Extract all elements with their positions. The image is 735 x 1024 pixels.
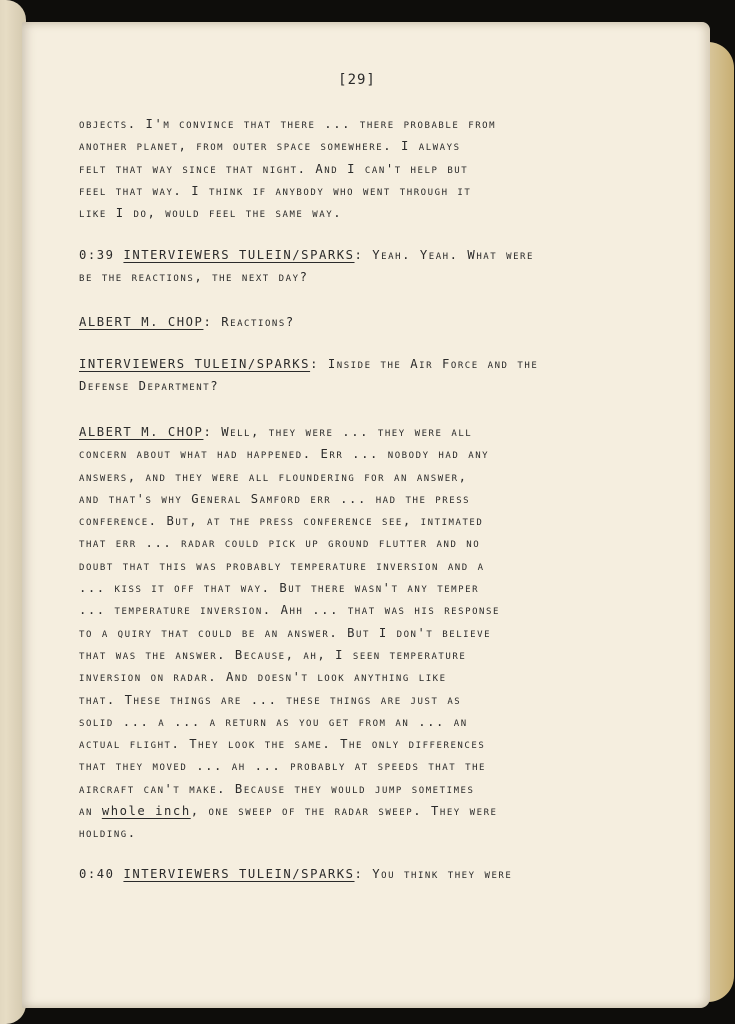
text-line: doubt that this was probably temperature inversion and a [79, 558, 485, 573]
text-line: INTERVIEWERS TULEIN/SPARKS: Inside the Air Force and the [79, 357, 539, 371]
underlined-phrase: whole inch [101, 804, 191, 819]
paragraph-5 [79, 421, 639, 845]
text-line: ALBERT M. CHOP: Well, they were ... they were all [79, 425, 473, 439]
paragraph-6 [79, 863, 639, 885]
text-line: that. These things are ... these things are just as [79, 692, 462, 707]
text-line: ... kiss it off that way. But there wasn't any temper [79, 581, 480, 596]
text-line: an whole inch, one sweep of the radar sweep. They were [79, 804, 498, 819]
text-line: Defense Department? [79, 379, 220, 394]
text-line: like I do, would feel the same way. [79, 206, 343, 221]
timestamp: 0:39 [79, 248, 124, 262]
paragraph-1 [79, 113, 639, 224]
text-line: objects. I'm convince that there ... there probable from [79, 117, 497, 131]
text-line: holding. [79, 826, 137, 841]
text-line: 0:39 INTERVIEWERS TULEIN/SPARKS: Yeah. Yeah. What were [79, 248, 534, 262]
speaker-name: INTERVIEWERS TULEIN/SPARKS [79, 357, 311, 371]
paragraph-4 [79, 353, 639, 398]
text-line: be the reactions, the next day? [79, 270, 309, 285]
text-line: that was the answer. Because, ah, I seen temperature [79, 647, 467, 662]
timestamp: 0:40 [79, 867, 124, 881]
speaker-name: INTERVIEWERS TULEIN/SPARKS [123, 867, 355, 881]
text-line: feel that way. I think if anybody who went through it [79, 183, 472, 198]
text-line: inversion on radar. And doesn't look anything like [79, 670, 447, 685]
text-line: ALBERT M. CHOP: Reactions? [79, 315, 295, 329]
text-line: concern about what had happened. Err ... nobody had any [79, 447, 490, 462]
text-line: and that's why General Samford err ... had the press [79, 491, 471, 506]
text-line: that err ... radar could pick up ground flutter and no [79, 536, 481, 551]
text-line: aircraft can't make. Because they would jump sometimes [79, 781, 475, 796]
speaker-name: ALBERT M. CHOP [79, 315, 204, 329]
text-line: ... temperature inversion. Ahh ... that was his response [79, 603, 500, 618]
book-page [22, 22, 710, 1008]
text-line: to a quiry that could be an answer. But I don't believe [79, 625, 492, 640]
text-line: actual flight. They look the same. The only differences [79, 737, 486, 752]
text-line: that they moved ... ah ... probably at speeds that the [79, 759, 487, 774]
page-number: [29] [338, 72, 376, 88]
text-line: felt that way since that night. And I can't help but [79, 161, 469, 176]
paragraph-2 [79, 244, 639, 289]
text-line: 0:40 INTERVIEWERS TULEIN/SPARKS: You think they were [79, 867, 513, 881]
paragraph-3 [79, 311, 639, 333]
speaker-name: INTERVIEWERS TULEIN/SPARKS [123, 248, 355, 262]
text-line: another planet, from outer space somewhere. I always [79, 139, 461, 154]
text-line: solid ... a ... a return as you get from an ... an [79, 714, 468, 729]
text-line: conference. But, at the press conference see, intimated [79, 514, 484, 529]
text-line: answers, and they were all floundering for an answer, [79, 469, 468, 484]
speaker-name: ALBERT M. CHOP [79, 425, 204, 439]
